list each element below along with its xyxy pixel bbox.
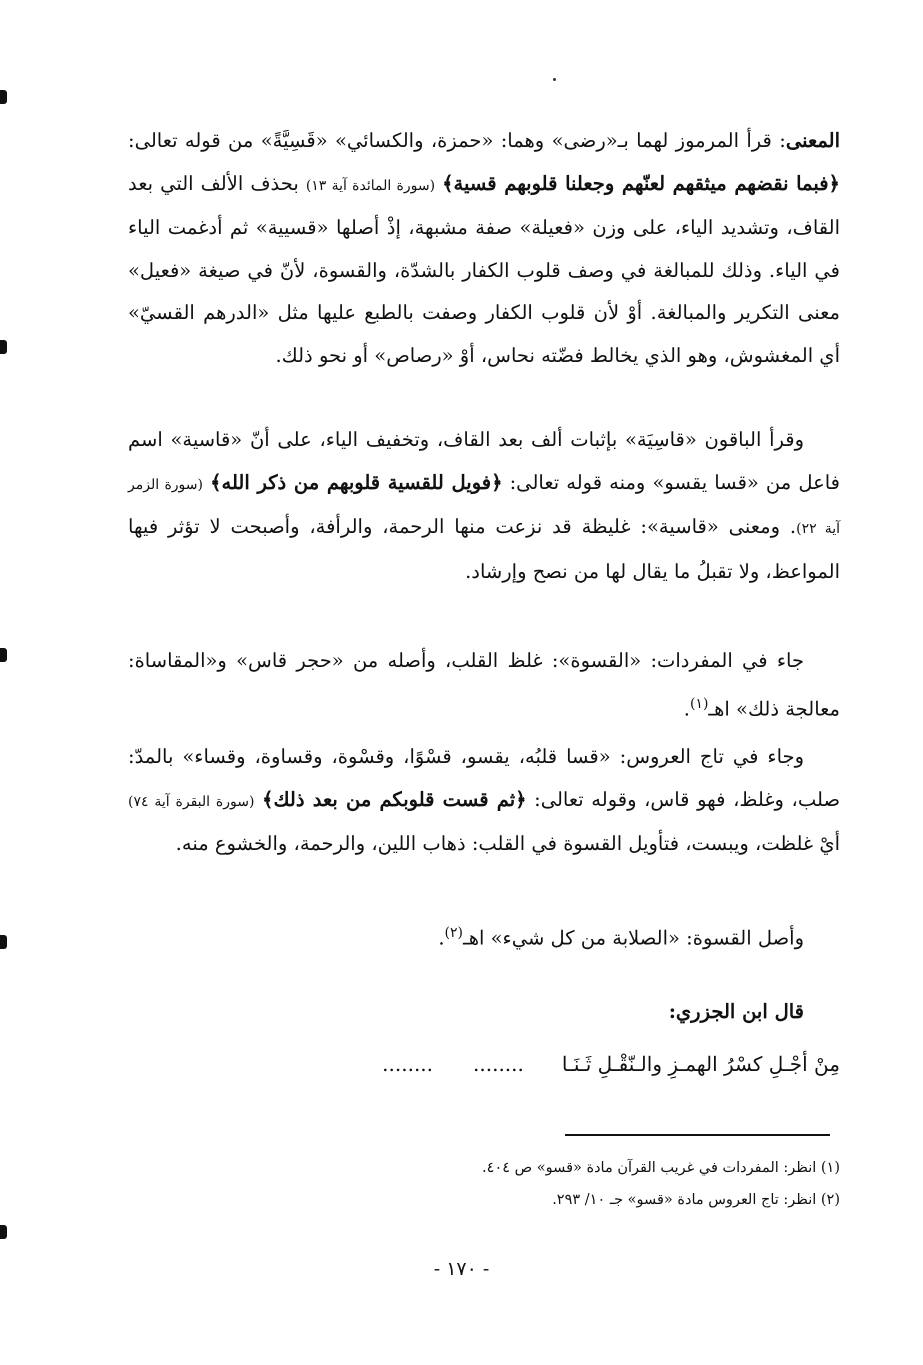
- scan-mark: [0, 340, 7, 354]
- paragraph-text: جاء في المفردات: «القسوة»: غلظ القلب، وأصله من «حجر قاس» و«المقاساة: معالجة ذلك» اهـ: [128, 649, 840, 720]
- surah-reference: (سورة الزمر آية ٢٢): [128, 476, 840, 537]
- scan-mark: [0, 935, 7, 949]
- quran-verse: ﴿فبما نقضهم ميثقهم لعنّهم وجعلنا قلوبهم قسية﴾: [442, 171, 840, 195]
- paragraph-3: جاء في المفردات: «القسوة»: غلظ القلب، وأصله من «حجر قاس» و«المقاساة: معالجة ذلك» اهـ$^{(١)}$.: [128, 649, 840, 720]
- surah-reference: (سورة البقرة آية ٧٤): [128, 793, 255, 810]
- scan-mark: [0, 1225, 7, 1239]
- paragraph-text: وجاء في تاج العروس: «قسا قلبُه، يقسو، قسْوًا، وقسْوة، وقساوة، وقساء» بالمدّ: صلب، وغلظ، فهو قاس، وقوله تعالى:: [128, 745, 840, 811]
- paragraph-text: . ومعنى «قاسية»: غليظة قد نزعت منها الرحمة، والرأفة، وأصبحت لا تؤثر فيها المواعظ، ولا تقبلُ ما يقال لها من نصح وإرشاد.: [128, 515, 840, 583]
- paragraph-1: [128, 120, 840, 377]
- scan-mark: [0, 648, 7, 662]
- ibn-jazari-heading: قال ابن الجزري:: [668, 1000, 804, 1023]
- footnote-marker: (٢): [444, 925, 463, 941]
- poem-verse: [150, 1043, 840, 1085]
- paragraph-text: بحذف الألف التي بعد القاف، وتشديد الياء، على وزن «فعيلة» صفة مشبهة، إذْ أصلها «قسيية» ثم أدغمت الياء في الياء. وذلك للمبالغة في وصف قلوب الكفار بالشدّة، والقسوة، لأنّ في صيغة «فعيل» معنى التكرير والمبالغة. أوْ لأن قلوب الكفار وصفت بالطبع عليها مثل «الدرهم القسيّ» أي المغشوش، وهو الذي يخالط فضّته نحاس، أوْ «رصاص» أو نحو ذلك.: [128, 171, 840, 367]
- verse-dots: ........: [473, 1052, 524, 1076]
- quran-verse: ﴿فويل للقسية قلوبهم من ذكر الله﴾: [210, 470, 503, 494]
- scan-mark: [0, 90, 7, 104]
- quran-verse: ﴿ثم قست قلوبكم من بعد ذلك﴾: [262, 787, 527, 811]
- paragraph-text: : قرأ المرموز لهما بـ«رضى» وهما: «حمزة، والكسائي» «قَسِيَّةً» من قوله تعالى:: [128, 129, 786, 152]
- paragraph-text: أيْ غلظت، ويبست، فتأويل القسوة في القلب: ذهاب اللين، والرحمة، والخشوع منه.: [175, 832, 840, 855]
- verse-text: مِنْ أجْـلِ كسْرُ الهمـزِ والـنّقْـلِ ثَـنَـا: [561, 1052, 840, 1076]
- footnote-marker: (١): [689, 695, 709, 712]
- paragraph-text: وقرأ الباقون «قاسِيَة» بإثبات ألف بعد القاف، وتخفيف الياء، على أنّ «قاسية» اسم فاعل من «قسا يقسو» ومنه قوله تعالى:: [128, 428, 840, 494]
- footnote-2: (٢) انظر: تاج العروس مادة «قسو» جـ ١٠/ ٢٩٣.: [552, 1192, 840, 1208]
- footnotes: [128, 1152, 840, 1216]
- page-number: - ١٧٠ -: [433, 1258, 490, 1280]
- paragraph-2: [128, 419, 840, 593]
- paragraph-5: وأصل القسوة: «الصلابة من كل شيء» اهـ$^{(٢)}$.: [438, 925, 804, 950]
- footnote-1: (١) انظر: المفردات في غريب القرآن مادة «قسو» ص ٤٠٤.: [482, 1160, 840, 1176]
- surah-reference: (سورة المائدة آية ١٣): [305, 177, 436, 194]
- footnote-divider: [565, 1134, 830, 1136]
- section-heading: [128, 991, 840, 1034]
- verse-dots: ........: [382, 1052, 434, 1076]
- meaning-label: المعنى: [785, 129, 840, 152]
- paragraph-4: [128, 736, 840, 866]
- paragraph-text: وأصل القسوة: «الصلابة من كل شيء» اهـ: [463, 926, 804, 950]
- scan-speck: [553, 78, 556, 81]
